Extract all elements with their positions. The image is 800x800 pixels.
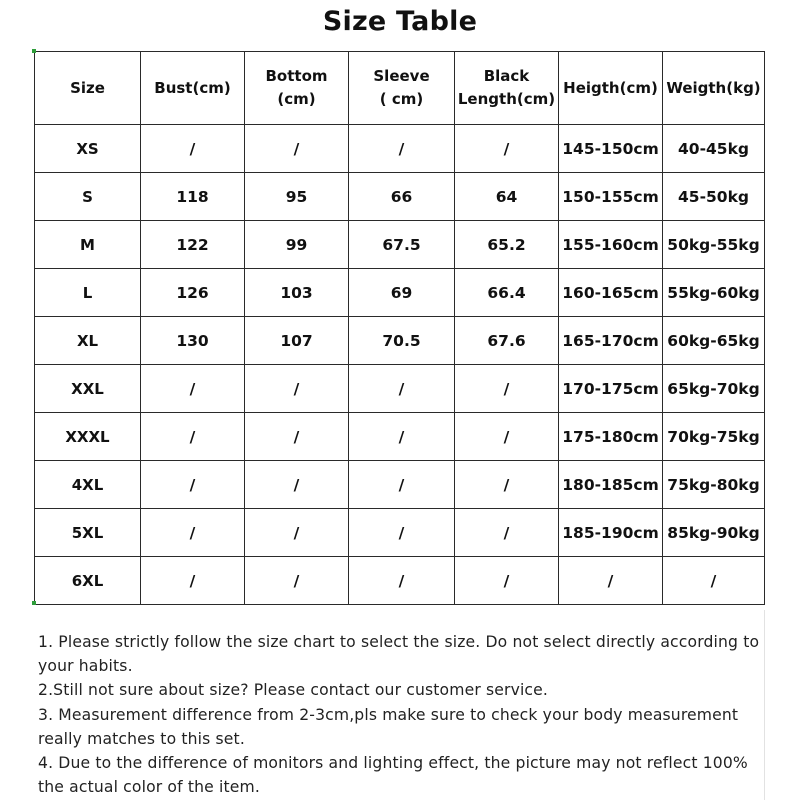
size-label-cell: M	[35, 221, 141, 269]
table-cell: 60kg-65kg	[663, 317, 765, 365]
table-row	[35, 173, 765, 221]
size-label-cell: L	[35, 269, 141, 317]
table-cell: /	[141, 461, 245, 509]
table-cell: 122	[141, 221, 245, 269]
table-cell: /	[141, 509, 245, 557]
table-cell: 185-190cm	[559, 509, 663, 557]
table-cell: /	[455, 125, 559, 173]
corner-mark	[32, 49, 36, 53]
corner-mark	[32, 601, 36, 605]
size-table-frame	[34, 51, 764, 603]
size-label-cell: XS	[35, 125, 141, 173]
table-cell: 64	[455, 173, 559, 221]
column-header: Bust(cm)	[141, 52, 245, 125]
table-cell: /	[455, 557, 559, 605]
size-label-cell: 6XL	[35, 557, 141, 605]
table-cell: /	[245, 365, 349, 413]
note-item: 2.Still not sure about size? Please contact our customer service.	[38, 681, 548, 700]
table-body	[35, 125, 765, 605]
table-cell: /	[245, 413, 349, 461]
size-label-cell: S	[35, 173, 141, 221]
table-cell: 170-175cm	[559, 365, 663, 413]
table-cell: /	[245, 125, 349, 173]
table-cell: 67.6	[455, 317, 559, 365]
table-cell: 50kg-55kg	[663, 221, 765, 269]
table-header-row	[35, 52, 765, 125]
table-cell: 145-150cm	[559, 125, 663, 173]
table-row	[35, 365, 765, 413]
notes-section	[38, 630, 768, 799]
table-cell: /	[141, 413, 245, 461]
table-cell: /	[349, 365, 455, 413]
table-cell: 155-160cm	[559, 221, 663, 269]
table-cell: 95	[245, 173, 349, 221]
size-label-cell: XXL	[35, 365, 141, 413]
table-cell: 75kg-80kg	[663, 461, 765, 509]
table-row	[35, 221, 765, 269]
table-cell: 66.4	[455, 269, 559, 317]
size-table	[34, 51, 765, 605]
table-cell: /	[349, 461, 455, 509]
table-cell: /	[349, 125, 455, 173]
table-cell: /	[349, 509, 455, 557]
note-item: 4. Due to the difference of monitors and lighting effect, the picture may not reflect 100% the actual color of the item.	[38, 754, 748, 797]
table-cell: 99	[245, 221, 349, 269]
table-cell: /	[245, 461, 349, 509]
column-header: Heigth(cm)	[559, 52, 663, 125]
table-cell: 65kg-70kg	[663, 365, 765, 413]
table-cell: 130	[141, 317, 245, 365]
column-header: Weigth(kg)	[663, 52, 765, 125]
table-cell: /	[245, 557, 349, 605]
table-row	[35, 509, 765, 557]
column-header: Black Length(cm)	[455, 52, 559, 125]
page-title: Size Table	[322, 6, 478, 37]
table-cell: /	[349, 413, 455, 461]
table-cell: 160-165cm	[559, 269, 663, 317]
table-row	[35, 125, 765, 173]
table-cell: 180-185cm	[559, 461, 663, 509]
table-cell: 165-170cm	[559, 317, 663, 365]
table-cell: 70kg-75kg	[663, 413, 765, 461]
table-cell: 126	[141, 269, 245, 317]
table-cell: 67.5	[349, 221, 455, 269]
size-label-cell: XXXL	[35, 413, 141, 461]
table-cell: 65.2	[455, 221, 559, 269]
table-cell: /	[245, 509, 349, 557]
table-cell: /	[141, 125, 245, 173]
table-cell: 107	[245, 317, 349, 365]
table-cell: 70.5	[349, 317, 455, 365]
size-label-cell: 4XL	[35, 461, 141, 509]
table-cell: 69	[349, 269, 455, 317]
table-row	[35, 413, 765, 461]
table-row	[35, 557, 765, 605]
table-cell: /	[663, 557, 765, 605]
column-header: Sleeve ( cm)	[349, 52, 455, 125]
size-label-cell: 5XL	[35, 509, 141, 557]
note-item: 1. Please strictly follow the size chart to select the size. Do not select directly according to your habits.	[38, 633, 760, 676]
table-cell: /	[455, 413, 559, 461]
table-cell: 103	[245, 269, 349, 317]
table-row	[35, 461, 765, 509]
table-row	[35, 269, 765, 317]
table-cell: 175-180cm	[559, 413, 663, 461]
table-cell: 45-50kg	[663, 173, 765, 221]
size-label-cell: XL	[35, 317, 141, 365]
table-cell: 40-45kg	[663, 125, 765, 173]
table-cell: /	[559, 557, 663, 605]
table-cell: /	[455, 461, 559, 509]
table-cell: 85kg-90kg	[663, 509, 765, 557]
table-cell: /	[455, 365, 559, 413]
column-header: Size	[35, 52, 141, 125]
table-cell: /	[349, 557, 455, 605]
table-cell: 66	[349, 173, 455, 221]
table-cell: /	[141, 557, 245, 605]
table-cell: 118	[141, 173, 245, 221]
table-row	[35, 317, 765, 365]
table-cell: /	[455, 509, 559, 557]
column-header: Bottom (cm)	[245, 52, 349, 125]
table-cell: /	[141, 365, 245, 413]
table-cell: 150-155cm	[559, 173, 663, 221]
note-item: 3. Measurement difference from 2-3cm,pls make sure to check your body measurement really matches to this set.	[38, 705, 739, 748]
table-cell: 55kg-60kg	[663, 269, 765, 317]
